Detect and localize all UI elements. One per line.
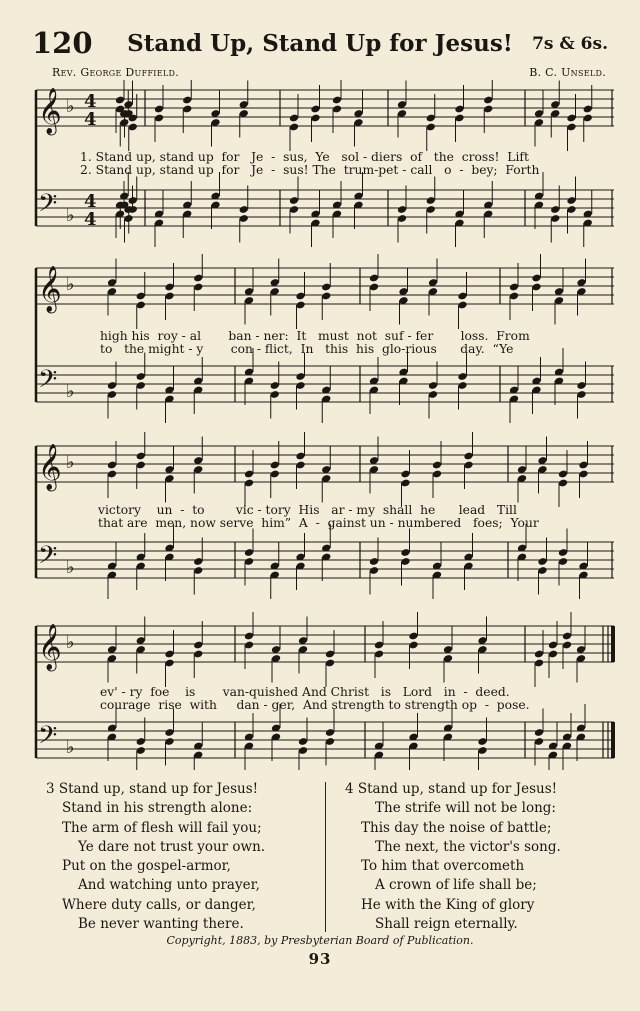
verse-line: To him that overcometh [361,858,525,875]
lyric-line: 1. Stand up, stand up for Je - sus, Ye sol - diers of the cross! Lift [80,150,529,164]
verse-4 [345,780,561,934]
time-signature-bottom: 4 [84,109,97,130]
key-signature-flat: ♭ [66,452,75,473]
bass-clef: 𝄢 [38,189,58,224]
lyrics-system-3 [0,503,640,545]
time-signature-top: 4 [84,191,97,212]
time-signature-top: 4 [84,91,97,112]
verse-divider [325,782,326,932]
lyrics-system-4 [0,685,640,727]
lyric-line: to the might - y con - flict, In this his glo-rious day. “Ye [100,342,514,356]
verse-line: 3 Stand up, stand up for Jesus! [46,781,259,797]
verse-line: 4 Stand up, stand up for Jesus! [345,781,558,797]
key-signature-flat: ♭ [66,274,75,295]
lyric-line: high his roy - al ban - ner: It must not suf - fer loss. From [100,329,530,343]
lyric-line: victory un - to vic - tory His ar - my shall he lead Till [98,503,517,517]
final-bar-thick [611,722,615,758]
verse-line: Shall reign eternally. [375,916,518,933]
verse-line: Where duty calls, or danger, [62,896,256,913]
bass-clef: 𝄢 [38,365,58,400]
key-signature-flat: ♭ [66,381,75,402]
hymn-meter: 7s & 6s. [532,34,608,54]
verse-line: Ye dare not trust your own. [78,838,266,855]
lyrics-system-1 [0,150,640,192]
verse-line: This day the noise of battle; [361,819,552,836]
lyric-line: 2. Stand up, stand up for Je - sus! The trum-pet - call o - bey; Forth [80,163,540,177]
page-number: 93 [308,950,332,968]
final-bar-thick [611,626,615,662]
lyric-line: courage rise with dan - ger, And strength to strength op - pose. [100,698,530,712]
verse-line: And watching unto prayer, [78,877,260,894]
treble-clef: 𝄞 [38,444,62,490]
bass-clef: 𝄢 [38,541,58,576]
verse-line: Stand in his strength alone: [62,800,253,817]
verse-line: Put on the gospel-armor, [62,858,231,875]
key-signature-flat: ♭ [66,96,75,117]
hymn-number: 120 [32,26,93,60]
verse-line: A crown of life shall be; [375,877,537,894]
lyric-line: that are men, now serve him” A - gainst un - numbered foes; Your [98,516,539,530]
key-signature-flat: ♭ [66,557,75,578]
composer-credit: B. C. Unseld. [529,66,606,79]
bass-clef: 𝄢 [38,721,58,756]
hymn-header [0,24,640,64]
treble-clef: 𝄞 [38,266,62,312]
verse-line: The strife will not be long: [375,800,556,817]
time-signature-bottom: 4 [84,209,97,230]
treble-clef: 𝄞 [38,88,62,134]
verse-line: Be never wanting there. [78,916,244,933]
key-signature-flat: ♭ [66,205,75,226]
key-signature-flat: ♭ [66,737,75,758]
verse-line: The next, the victor's song. [375,838,561,855]
verse-line: He with the King of glory [361,896,535,913]
verse-line: The arm of flesh will fail you; [62,819,262,836]
treble-clef: 𝄞 [38,624,62,670]
copyright-notice: Copyright, 1883, by Presbyterian Board of Publication. [166,934,474,947]
lyrics-system-2 [0,329,640,371]
lyric-line: ev' - ry foe is van-quished And Christ is Lord in - deed. [100,685,510,699]
hymn-title: Stand Up, Stand Up for Jesus! [127,30,513,57]
key-signature-flat: ♭ [66,632,75,653]
verse-3 [46,780,265,934]
author-credit: Rev. George Duffield. [52,66,180,79]
